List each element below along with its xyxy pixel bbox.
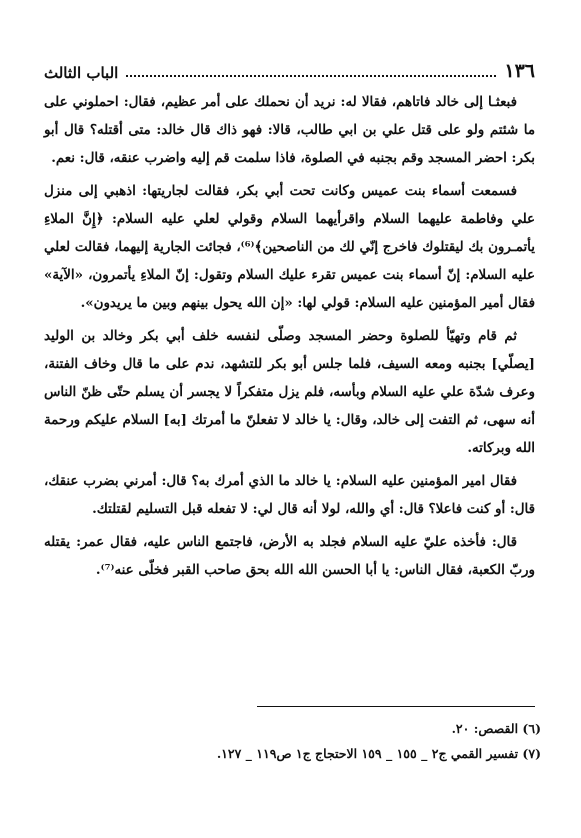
page-header bbox=[44, 52, 535, 82]
paragraph: فسمعت أسماء بنت عميس وكانت تحت أبي بكر، فقالت لجاريتها: اذهبي إلى منزل علي وفاطمة عليهما السلام واقرأيهما السلام وقولي لعلي عليه السلام: ﴿إِنَّ الملاءِ يأتمـرون بك ليقتلوك فاخرج إنّي لك من الناصحين﴾⁽⁶⁾، فجائت الجارية إليهما، فقالت لعلي عليه السلام: إنّ أسماء بنت عميس تقرء عليك السلام وتقول: إنّ الملاءِ يأتمرون، «الآية» فقال أمير المؤمنين عليه السلام: قولي لها: «إن الله يحول بينهم وبين ما يريدون». bbox=[44, 183, 535, 311]
footnotes bbox=[44, 716, 541, 766]
page-number: ١٣٦ bbox=[504, 60, 535, 82]
footnote: (٧) تفسير القمي ج٢ _ ١٥٥ _ ١٥٩ الاحتجاج ج١ ص١١٩ _ ١٢٧. bbox=[216, 746, 541, 761]
paragraph: فبعثـا إلى خالد فاتاهم، فقالا له: نريد أن نحملك على أمر عظيم، فقال: احملوني على ما شئتم ولو على قتل علي بن ابي طالب، قالا: فهو ذاك قال خالد: متى أقتله؟ قال أبو بكر: احضر المسجد وقم بجنبه في الصلوة، فاذا سلمت قم إليه واضرب عنقه، قال: نعم. bbox=[44, 94, 535, 166]
paragraph: ثم قام وتهيّأ للصلوة وحضر المسجد وصلّى لنفسه خلف أبي بكر وخالد بن الوليد [يصلّي] بجنبه ومعه السيف، فلما جلس أبو بكر للتشهد، ندم على ما قال وخاف الفتنة، وعرف شدّة علي عليه السلام وبأسه، فلم يزل متفكراً لا يجسر أن يسلم حتّى ظنّ الناس أنه سهى، ثم التفت إلى خالد، وقال: يا خالد لا تفعلنّ ما أمرتك [به] السلام عليكم ورحمة الله وبركاته. bbox=[44, 328, 535, 456]
main-text bbox=[44, 88, 535, 589]
header-dotted-leader bbox=[126, 74, 496, 77]
footnote-separator bbox=[257, 706, 535, 707]
paragraph: فقال امير المؤمنين عليه السلام: يا خالد ما الذي أمرك به؟ قال: أمرني بضرب عنقك، قال: أو كنت فاعلا؟ قال: أي والله، لولا أنه قال لي: لا تفعله قبل التسليم لقتلتك. bbox=[44, 473, 535, 517]
paragraph: قال: فأخذه عليّ عليه السلام فجلد به الأرض، فاجتمع الناس عليه، فقال عمر: يقتله وربّ الكعبة، فقال الناس: يا أبا الحسن الله الله بحق صاحب القبر فخلّى عنه⁽⁷⁾. bbox=[44, 534, 535, 578]
chapter-title: الباب الثالث bbox=[44, 64, 119, 82]
footnote: (٦) القصص: ٢٠. bbox=[451, 721, 541, 736]
